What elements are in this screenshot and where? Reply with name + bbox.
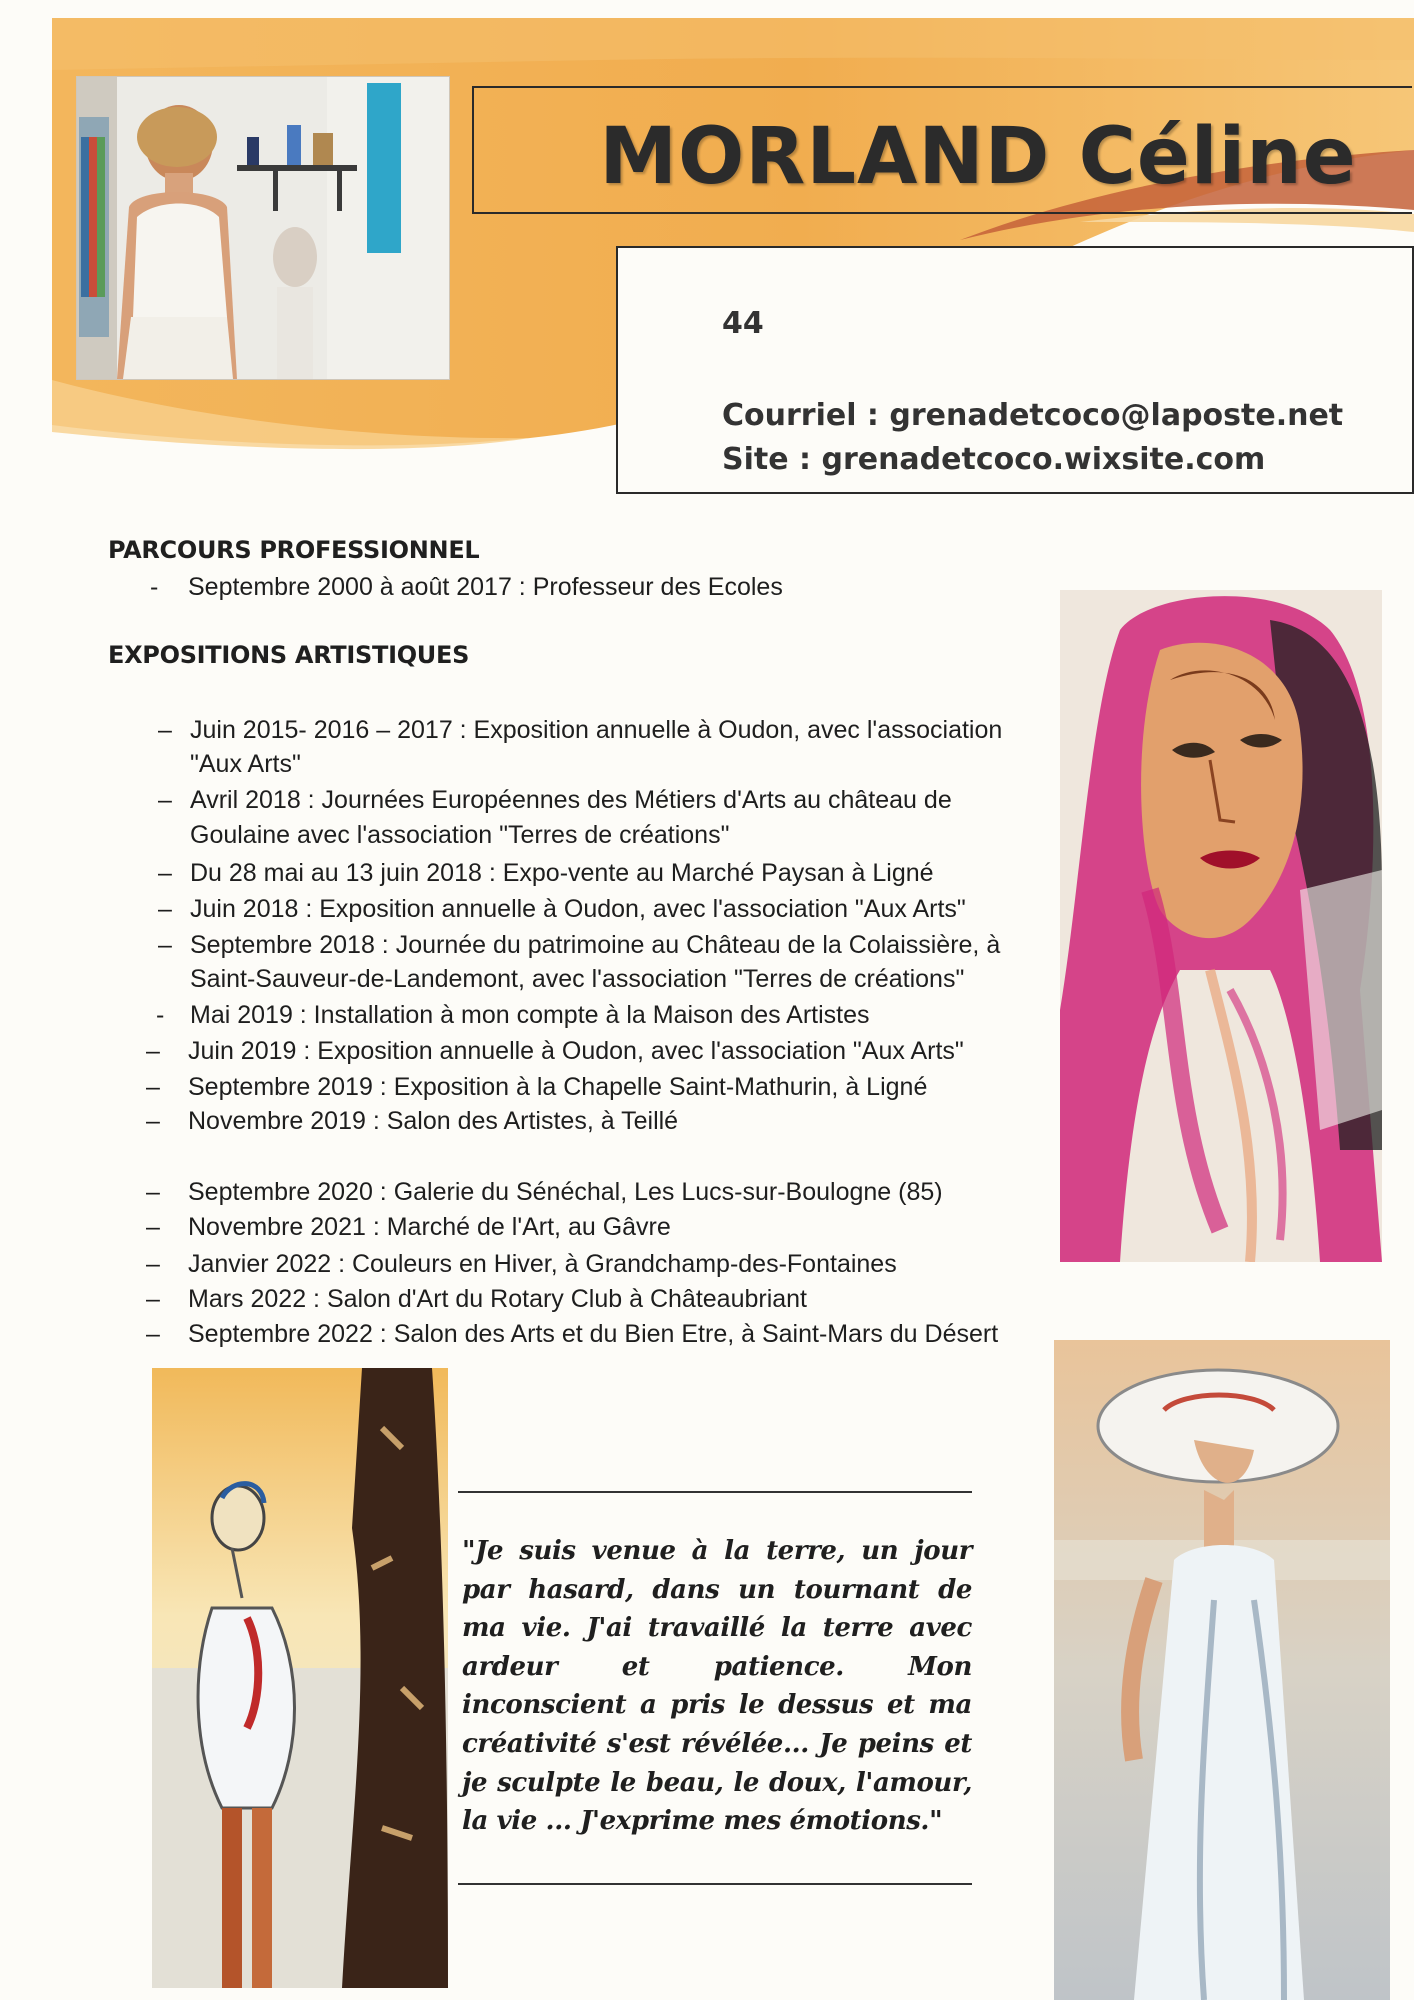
- quote-rule-bottom: [458, 1883, 972, 1885]
- artist-portrait-photo: [76, 76, 450, 380]
- painting-abstract-figure: [152, 1368, 448, 1988]
- name-box: [472, 86, 1412, 214]
- website-line: Site : grenadetcoco.wixsite.com: [722, 442, 1266, 477]
- contact-box: [616, 246, 1414, 494]
- painting-woman-pink-hair: [1060, 590, 1382, 1262]
- expositions-heading: EXPOSITIONS ARTISTIQUES: [108, 641, 470, 669]
- department-number: 44: [722, 306, 764, 341]
- painting-woman-white-hat: [1054, 1340, 1390, 2000]
- email-line: Courriel : grenadetcoco@laposte.net: [722, 398, 1344, 433]
- parcours-heading: PARCOURS PROFESSIONNEL: [108, 536, 480, 564]
- artist-quote: "Je suis venue à la terre, un jour par hasard, dans un tournant de ma vie. J'ai travaillé la terre avec ardeur et patience. Mon inconscient a pris le dessus et ma créativité s'est révélée... Je peins et je sculpte le beau, le doux, l'amour, la vie ... J'exprime mes émotions.": [462, 1536, 972, 1837]
- artist-name-title: MORLAND Céline: [599, 112, 1357, 202]
- quote-rule-top: [458, 1491, 972, 1493]
